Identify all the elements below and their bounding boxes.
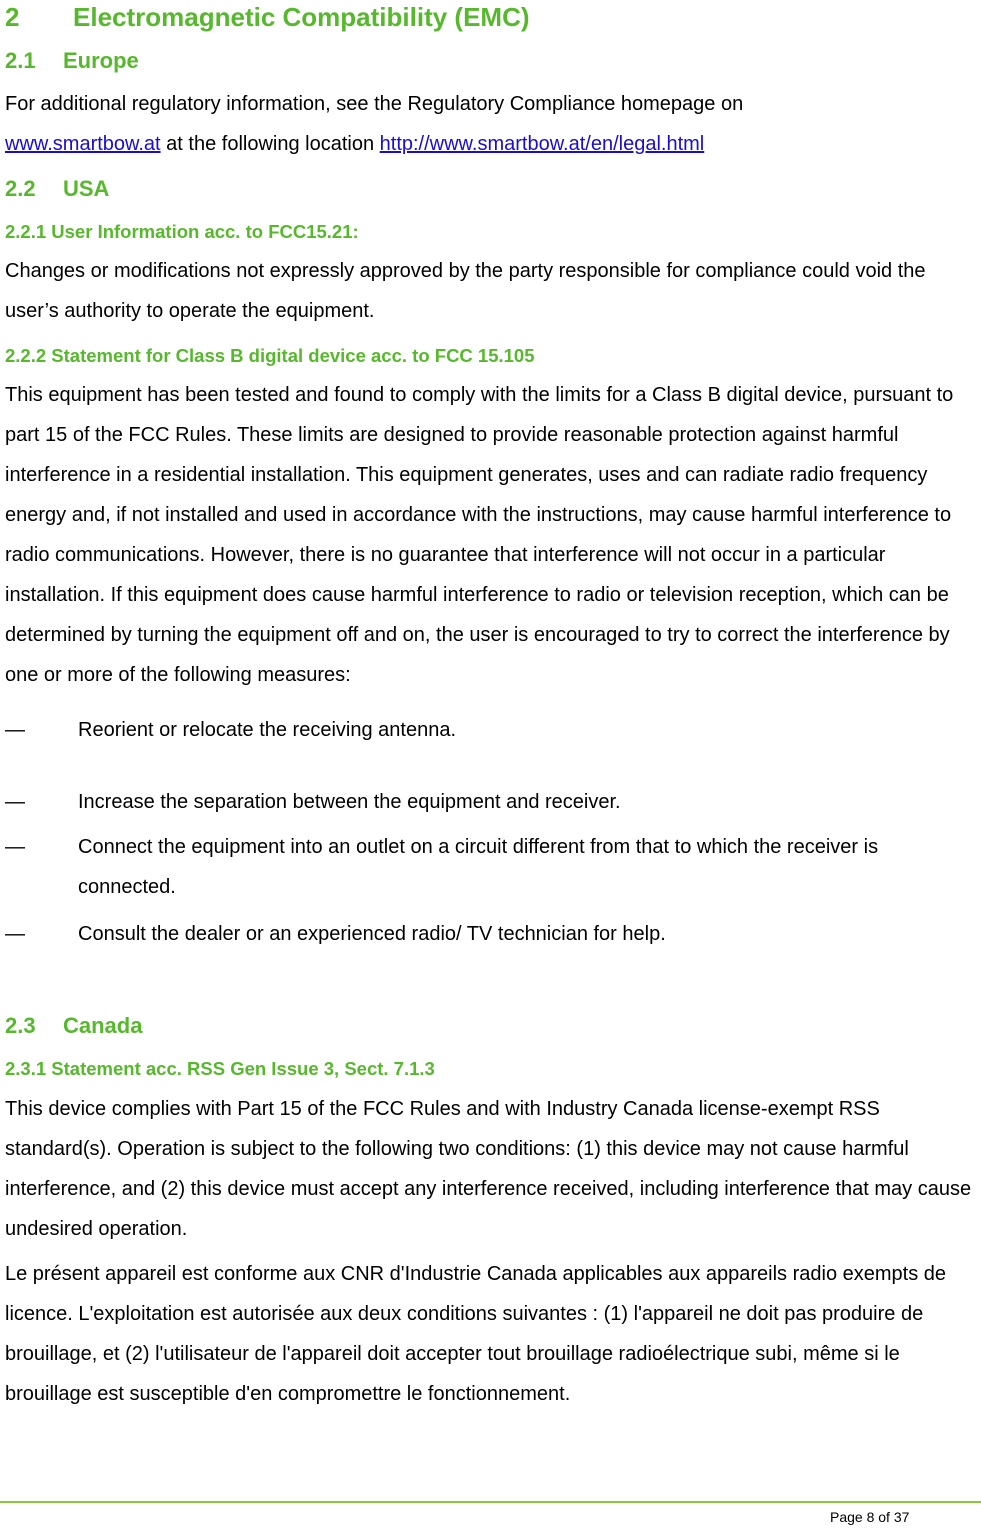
bullet-dash: — (5, 923, 25, 945)
fcc15105-heading: 2.2.2 Statement for Class B digital device acc. to FCC 15.105 (5, 345, 535, 366)
canada-number: 2.3 (5, 1013, 36, 1038)
rss-paragraph-fr: Le présent appareil est conforme aux CNR d'Industrie Canada applicables aux appareils radio exempts de licence. L'exploitation est autorisée aux deux conditions suivantes : (1) l'appareil ne doit pas produire de brouillage, et (2) l'utilisateur de l'appareil doit accepter tout brouillage radioélectrique subi, même si le brouillage est susceptible d'en compromettre le fonctionnement. (5, 1263, 947, 1405)
measure-text: Connect the equipment into an outlet on a circuit different from that to which the receiver is connected. (78, 836, 879, 898)
rss-heading: 2.3.1 Statement acc. RSS Gen Issue 3, Sect. 7.1.3 (5, 1058, 435, 1079)
rss-paragraph-en: This device complies with Part 15 of the FCC Rules and with Industry Canada license-exempt RSS standard(s). Operation is subject to the following two conditions: (1) this device may not cause harmful interference, and (2) this device must accept any interference received, including interference that may cause undesired operation. (5, 1098, 972, 1240)
usa-number: 2.2 (5, 176, 36, 201)
europe-text-middle: at the following location (160, 133, 380, 155)
measure-item (5, 782, 975, 822)
usa-heading (5, 175, 109, 203)
bullet-dash: — (5, 836, 25, 858)
fcc1521-paragraph: Changes or modifications not expressly approved by the party responsible for compliance could void the user’s authority to operate the equipment. (5, 260, 926, 322)
bullet-dash: — (5, 719, 25, 741)
europe-number: 2.1 (5, 48, 36, 73)
usa-title: USA (63, 176, 110, 201)
measure-text: Increase the separation between the equipment and receiver. (78, 791, 621, 813)
canada-heading (5, 1012, 142, 1040)
page-number: Page 8 of 37 (830, 1509, 910, 1525)
measure-item (5, 914, 975, 954)
fcc1521-heading: 2.2.1 User Information acc. to FCC15.21: (5, 221, 359, 242)
smartbow-homepage-link[interactable]: www.smartbow.at (5, 133, 161, 155)
canada-title: Canada (63, 1013, 143, 1038)
measure-item (5, 710, 975, 750)
section-title: Electromagnetic Compatibility (EMC) (73, 2, 530, 32)
bullet-dash: — (5, 791, 25, 813)
europe-text-before: For additional regulatory information, see the Regulatory Compliance homepage on (5, 93, 744, 115)
europe-title: Europe (63, 48, 139, 73)
measure-text: Consult the dealer or an experienced radio/ TV technician for help. (78, 923, 666, 945)
measure-item (5, 827, 975, 907)
section-heading (5, 0, 530, 34)
smartbow-legal-link[interactable]: http://www.smartbow.at/en/legal.html (379, 133, 705, 155)
europe-heading (5, 47, 139, 75)
section-number: 2 (5, 2, 20, 32)
measure-text: Reorient or relocate the receiving antenna. (78, 719, 457, 741)
europe-paragraph (5, 84, 975, 164)
fcc15105-paragraph: This equipment has been tested and found to comply with the limits for a Class B digital device, pursuant to part 15 of the FCC Rules. These limits are designed to provide reasonable protection against harmful interference in a residential installation. This equipment generates, uses and can radiate radio frequency energy and, if not installed and used in accordance with the instructions, may cause harmful interference to radio communications. However, there is no guarantee that interference will not occur in a particular installation. If this equipment does cause harmful interference to radio or television reception, which can be determined by turning the equipment off and on, the user is encouraged to try to correct the interference by one or more of the following measures: (5, 384, 954, 686)
footer-divider (0, 1501, 981, 1503)
